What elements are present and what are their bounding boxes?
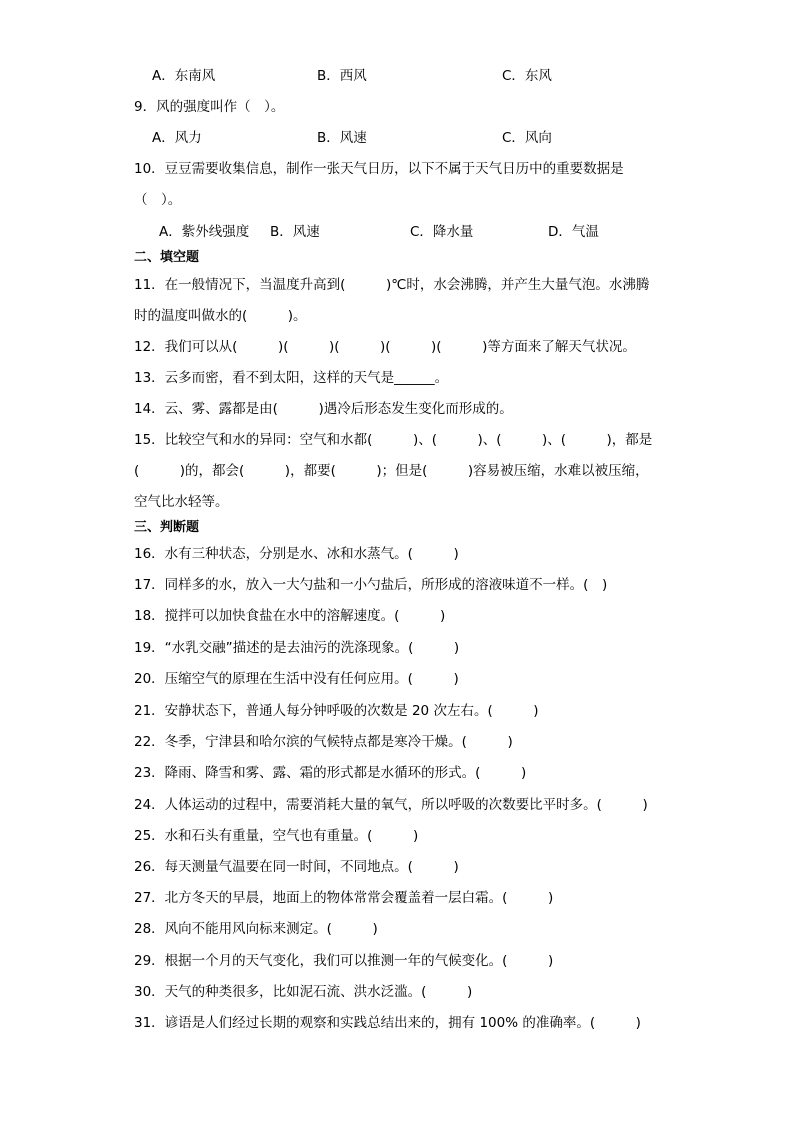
q10-stem-line1: 10．豆豆需要收集信息，制作一张天气日历，以下不属于天气日历中的重要数据是 (134, 161, 624, 177)
q26: 26．每天测量气温要在同一时间，不同地点。( ) (134, 859, 459, 875)
q17: 17．同样多的水，放入一大勺盐和一小勺盐后，所形成的溶液味道不一样。( ) (134, 577, 608, 593)
q9-stem: 9．风的强度叫作（ ）。 (134, 99, 285, 115)
q9-option-a: A．风力 (152, 130, 202, 146)
q11-line2: 时的温度叫做水的( )。 (134, 308, 307, 324)
q16: 16．水有三种状态，分别是水、冰和水蒸气。( ) (134, 546, 459, 562)
q15-line1: 15．比较空气和水的异同：空气和水都( )、( )、( )、( )，都是 (134, 432, 653, 448)
q20: 20．压缩空气的原理在生活中没有任何应用。( ) (134, 671, 459, 687)
q9-option-b: B．风速 (317, 130, 367, 146)
q11-line1: 11．在一般情况下，当温度升高到( )℃时，水会沸腾，并产生大量气泡。水沸腾 (134, 277, 650, 293)
q31: 31．谚语是人们经过长期的观察和实践总结出来的，拥有 100% 的准确率。( ) (134, 1015, 641, 1031)
q10-option-a: A．紫外线强度 (159, 224, 250, 240)
section-fill-in-title: 二、填空题 (134, 250, 200, 265)
q8-option-a: A．东南风 (152, 68, 216, 84)
q10-option-d: D．气温 (548, 224, 599, 240)
q12: 12．我们可以从( )( )( )( )( )等方面来了解天气状况。 (134, 339, 636, 355)
q18: 18．搅拌可以加快食盐在水中的溶解速度。( ) (134, 608, 446, 624)
q24: 24．人体运动的过程中，需要消耗大量的氧气，所以呼吸的次数要比平时多。( ) (134, 797, 648, 813)
q19: 19．“水乳交融”描述的是去油污的洗涤现象。( ) (134, 640, 460, 656)
q30: 30．天气的种类很多，比如泥石流、洪水泛滥。( ) (134, 984, 473, 1000)
q27: 27．北方冬天的早晨，地面上的物体常常会覆盖着一层白霜。( ) (134, 890, 554, 906)
q10-stem-line2: （ ）。 (134, 192, 182, 208)
q13: 13．云多而密，看不到太阳，这样的天气是______。 (134, 370, 449, 386)
q8-option-c: C．东风 (502, 68, 552, 84)
q22: 22．冬季，宁津县和哈尔滨的气候特点都是寒冷干燥。( ) (134, 734, 513, 750)
q15-line2: ( )的，都会( )，都要( )；但是( )容易被压缩，水难以被压缩， (134, 463, 649, 479)
section-judge-title: 三、判断题 (134, 520, 200, 535)
q28: 28．风向不能用风向标来测定。( ) (134, 921, 378, 937)
q23: 23．降雨、降雪和雾、露、霜的形式都是水循环的形式。( ) (134, 765, 527, 781)
q8-option-b: B．西风 (317, 68, 367, 84)
q15-line3: 空气比水轻等。 (134, 494, 229, 510)
q29: 29．根据一个月的天气变化，我们可以推测一年的气候变化。( ) (134, 953, 554, 969)
q9-option-c: C．风向 (502, 130, 552, 146)
q10-option-c: C．降水量 (410, 224, 474, 240)
q10-option-b: B．风速 (270, 224, 320, 240)
q14: 14．云、雾、露都是由( )遇冷后形态发生变化而形成的。 (134, 401, 513, 417)
q21: 21．安静状态下，普通人每分钟呼吸的次数是 20 次左右。( ) (134, 703, 539, 719)
q25: 25．水和石头有重量，空气也有重量。( ) (134, 828, 419, 844)
